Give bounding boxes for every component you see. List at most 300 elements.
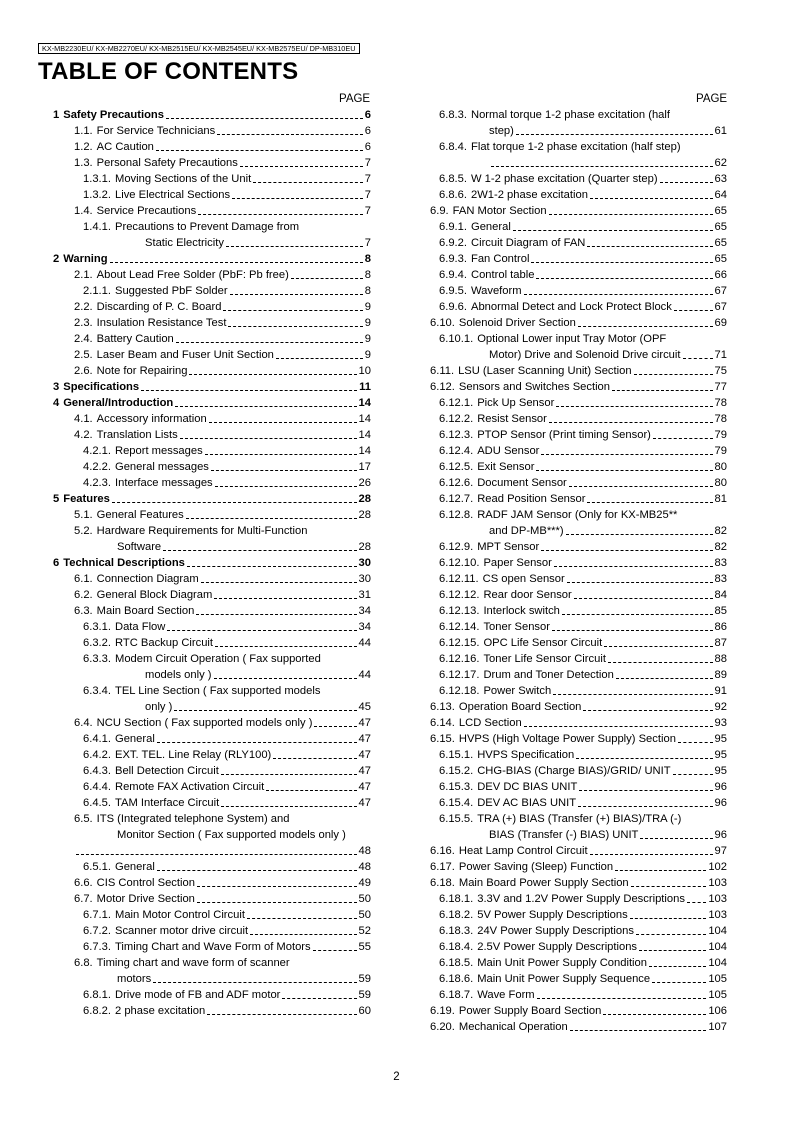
toc-entry-line <box>74 811 371 827</box>
toc-entry[interactable] <box>423 699 727 715</box>
toc-entry-line <box>430 379 727 395</box>
toc-entry[interactable] <box>53 987 371 1003</box>
toc-entry-line <box>74 827 371 843</box>
toc-entry-page: 34 <box>358 605 371 617</box>
toc-entry-number: 6.9.2. <box>439 237 467 249</box>
toc-entry[interactable] <box>53 763 371 779</box>
toc-entry-line <box>83 475 371 491</box>
toc-entry-line <box>439 123 727 139</box>
toc-entry[interactable] <box>423 491 727 507</box>
toc-entry-title: HVPS Specification <box>477 749 575 761</box>
toc-entry-number: 6.18.6. <box>439 973 474 985</box>
toc-entry-number: 2.4. <box>74 333 93 345</box>
toc-entry-title: CHG-BIAS (Charge BIAS)/GRID/ UNIT <box>477 765 671 777</box>
toc-entry[interactable] <box>423 363 727 379</box>
toc-entry-page: 84 <box>714 589 727 601</box>
toc-entry[interactable] <box>53 955 371 987</box>
toc-entry-line <box>430 875 727 891</box>
toc-entry[interactable] <box>423 779 727 795</box>
toc-entry[interactable] <box>53 523 371 555</box>
toc-entry-number: 6.12.16. <box>439 653 480 665</box>
toc-leader-dashes <box>211 470 357 471</box>
toc-entry[interactable] <box>423 907 727 923</box>
toc-entry-title: Interface messages <box>115 477 213 489</box>
toc-entry-number: 6.3.3. <box>83 653 111 665</box>
toc-entry-line <box>439 299 727 315</box>
toc-entry-number: 6.15.1. <box>439 749 474 761</box>
model-header: KX-MB2230EU/ KX-MB2270EU/ KX-MB2515EU/ KX-MB2545EU/ KX-MB2575EU/ DP-MB310EU <box>38 43 360 54</box>
toc-entry-line <box>74 571 371 587</box>
toc-entry[interactable] <box>423 299 727 315</box>
toc-entry-page: 82 <box>714 541 727 553</box>
toc-entry[interactable] <box>53 491 371 507</box>
toc-entry-number: 6.15.2. <box>439 765 474 777</box>
toc-entry-page: 65 <box>714 253 727 265</box>
toc-entry-line <box>439 187 727 203</box>
toc-entry-number: 2 <box>53 253 60 265</box>
toc-leader-dashes <box>201 582 357 583</box>
toc-leader-dashes <box>198 214 363 215</box>
toc-entry-line <box>74 603 371 619</box>
toc-entry-line <box>439 907 727 923</box>
toc-entry-line <box>74 411 371 427</box>
toc-entry[interactable] <box>423 891 727 907</box>
toc-entry-line <box>74 267 371 283</box>
toc-entry[interactable] <box>53 155 371 171</box>
toc-entry-line <box>83 683 371 699</box>
toc-entry-line <box>74 891 371 907</box>
toc-entry[interactable] <box>53 891 371 907</box>
toc-entry-line <box>53 491 371 507</box>
toc-entry[interactable] <box>53 715 371 731</box>
toc-entry[interactable] <box>423 267 727 283</box>
toc-entry-page: 78 <box>714 413 727 425</box>
toc-entry[interactable] <box>53 875 371 891</box>
toc-entry-line <box>74 539 371 555</box>
toc-entry-number: 4.2.3. <box>83 477 111 489</box>
toc-entry-page: 50 <box>358 909 371 921</box>
toc-leader-dashes <box>549 214 713 215</box>
toc-entry-page: 86 <box>714 621 727 633</box>
toc-entry[interactable] <box>423 731 727 747</box>
toc-entry-line <box>439 587 727 603</box>
toc-entry-line <box>430 203 727 219</box>
toc-entry[interactable] <box>53 571 371 587</box>
toc-entry-page: 28 <box>358 509 371 521</box>
toc-leader-dashes <box>205 454 357 455</box>
toc-leader-dashes <box>652 982 706 983</box>
toc-entry[interactable] <box>53 411 371 427</box>
toc-entry-number: 4.2.2. <box>83 461 111 473</box>
toc-entry-line <box>74 715 371 731</box>
toc-entry[interactable] <box>423 459 727 475</box>
toc-entry[interactable] <box>53 683 371 715</box>
toc-entry-number: 6.9. <box>430 205 449 217</box>
toc-entry-number: 6.7.1. <box>83 909 111 921</box>
toc-entry-page: 102 <box>708 861 727 873</box>
toc-entry[interactable] <box>53 283 371 299</box>
toc-entry-number: 6.4.2. <box>83 749 111 761</box>
toc-entry-number: 6.12.10. <box>439 557 480 569</box>
toc-entry-page: 14 <box>358 397 371 409</box>
toc-entry-line <box>439 635 727 651</box>
toc-entry[interactable] <box>53 219 371 251</box>
toc-entry[interactable] <box>423 971 727 987</box>
toc-entry-line <box>74 875 371 891</box>
toc-entry-title: Connection Diagram <box>96 573 199 585</box>
toc-entry-number: 6.9.3. <box>439 253 467 265</box>
toc-leader-dashes <box>180 438 357 439</box>
toc-entry[interactable] <box>423 187 727 203</box>
toc-entry[interactable] <box>423 843 727 859</box>
toc-entry[interactable] <box>423 203 727 219</box>
toc-leader-dashes <box>536 278 712 279</box>
toc-entry-line <box>439 347 727 363</box>
toc-entry-page: 103 <box>708 877 727 889</box>
toc-entry[interactable] <box>423 283 727 299</box>
toc-left-column <box>53 107 371 1019</box>
toc-entry[interactable] <box>53 555 371 571</box>
toc-entry-page: 88 <box>714 653 727 665</box>
toc-entry[interactable] <box>423 635 727 651</box>
toc-leader-dashes <box>660 182 713 183</box>
toc-entry[interactable] <box>53 747 371 763</box>
toc-entry-title: Report messages <box>115 445 203 457</box>
toc-entry[interactable] <box>423 987 727 1003</box>
toc-entry[interactable] <box>53 459 371 475</box>
toc-entry[interactable] <box>423 139 727 171</box>
toc-entry[interactable] <box>53 107 371 123</box>
toc-entry[interactable] <box>53 1003 371 1019</box>
toc-entry-page: 77 <box>714 381 727 393</box>
toc-entry[interactable] <box>53 443 371 459</box>
toc-leader-dashes <box>247 918 357 919</box>
toc-entry[interactable] <box>53 395 371 411</box>
toc-leader-dashes <box>536 470 712 471</box>
toc-entry-title: Specifications <box>63 381 140 393</box>
toc-entry[interactable] <box>53 635 371 651</box>
toc-entry[interactable] <box>423 555 727 571</box>
toc-entry[interactable] <box>423 603 727 619</box>
toc-entry-title: Toner Sensor <box>483 621 550 633</box>
toc-entry-title: Bell Detection Circuit <box>115 765 219 777</box>
toc-entry-page: 48 <box>358 861 371 873</box>
toc-entry[interactable] <box>423 619 727 635</box>
toc-entry-title: Optional Lower input Tray Motor (OPF <box>477 333 667 345</box>
toc-entry[interactable] <box>53 187 371 203</box>
toc-entry[interactable] <box>53 859 371 875</box>
toc-entry-page: 44 <box>358 669 371 681</box>
toc-leader-dashes <box>552 630 713 631</box>
toc-entry[interactable] <box>423 859 727 875</box>
toc-entry[interactable] <box>423 331 727 363</box>
toc-entry-number: 6.8.4. <box>439 141 467 153</box>
toc-entry-title: Moving Sections of the Unit <box>115 173 252 185</box>
toc-leader-dashes <box>531 262 712 263</box>
toc-leader-dashes <box>215 486 357 487</box>
toc-entry-number: 6.7.3. <box>83 941 111 953</box>
toc-entry-number: 6.1. <box>74 573 93 585</box>
toc-entry-number: 6.4.5. <box>83 797 111 809</box>
toc-entry[interactable] <box>423 875 727 891</box>
toc-entry-line <box>439 267 727 283</box>
toc-entry-title: General <box>115 861 155 873</box>
toc-entry-line <box>439 459 727 475</box>
toc-entry[interactable] <box>53 475 371 491</box>
toc-entry[interactable] <box>53 651 371 683</box>
toc-entry-title: Warning <box>63 253 108 265</box>
toc-entry-title: TEL Line Section ( Fax supported models <box>115 685 321 697</box>
toc-leader-dashes <box>583 710 712 711</box>
toc-entry-page: 65 <box>714 221 727 233</box>
toc-entry[interactable] <box>423 251 727 267</box>
toc-entry-line <box>439 891 727 907</box>
toc-entry-title: EXT. TEL. Line Relay (RLY100) <box>115 749 272 761</box>
toc-entry[interactable] <box>423 475 727 491</box>
toc-entry-line <box>74 363 371 379</box>
toc-entry-page: 7 <box>364 157 371 169</box>
toc-entry-number: 6.12.11. <box>439 573 479 585</box>
toc-entry-page: 103 <box>708 893 727 905</box>
toc-entry-page: 49 <box>358 877 371 889</box>
toc-leader-dashes <box>207 1014 356 1015</box>
toc-entry-page: 80 <box>714 461 727 473</box>
toc-leader-dashes <box>282 998 356 999</box>
toc-entry-title: HVPS (High Voltage Power Supply) Section <box>458 733 676 745</box>
toc-entry[interactable] <box>423 507 727 539</box>
toc-entry-number: 2.1.1. <box>83 285 111 297</box>
toc-entry-page: 44 <box>358 637 371 649</box>
toc-entry-number: 6.16. <box>430 845 455 857</box>
toc-entry-number: 6.14. <box>430 717 455 729</box>
toc-entry-title: TRA (+) BIAS (Transfer (+) BIAS)/TRA (-) <box>477 813 682 825</box>
toc-entry-title: Flat torque 1-2 phase excitation (half step) <box>471 141 681 153</box>
toc-entry-page: 28 <box>358 541 371 553</box>
toc-leader-dashes <box>570 1030 707 1031</box>
toc-entry[interactable] <box>423 587 727 603</box>
toc-entry[interactable] <box>423 219 727 235</box>
toc-entry-number: 2.1. <box>74 269 93 281</box>
toc-entry-page: 83 <box>714 557 727 569</box>
toc-entry[interactable] <box>53 811 371 859</box>
toc-entry-number: 6.8.5. <box>439 173 467 185</box>
toc-entry-page: 67 <box>714 301 727 313</box>
toc-leader-dashes <box>174 710 356 711</box>
toc-leader-dashes <box>687 902 706 903</box>
toc-entry-line <box>439 411 727 427</box>
toc-leader-dashes <box>217 134 363 135</box>
toc-entry[interactable] <box>423 811 727 843</box>
toc-entry-number: 2.2. <box>74 301 93 313</box>
toc-entry-title: Precautions to Prevent Damage from <box>115 221 300 233</box>
toc-entry-title-continued: Static Electricity <box>145 237 224 249</box>
toc-leader-dashes <box>616 678 713 679</box>
toc-entry[interactable] <box>53 795 371 811</box>
toc-entry-title-continued: Software <box>117 541 162 553</box>
toc-entry[interactable] <box>423 315 727 331</box>
toc-entry[interactable] <box>423 955 727 971</box>
toc-entry-title: Read Position Sensor <box>477 493 586 505</box>
toc-leader-dashes <box>567 582 713 583</box>
toc-entry-page: 85 <box>714 605 727 617</box>
toc-entry-title: Main Unit Power Supply Sequence <box>477 973 651 985</box>
toc-entry[interactable] <box>423 443 727 459</box>
toc-entry-title: Heat Lamp Control Circuit <box>458 845 588 857</box>
toc-entry-line <box>439 507 727 523</box>
toc-entry[interactable] <box>53 907 371 923</box>
toc-entry[interactable] <box>423 795 727 811</box>
toc-entry[interactable] <box>423 171 727 187</box>
toc-entry-page: 48 <box>358 845 371 857</box>
toc-entry-number: 6.12.18. <box>439 685 480 697</box>
toc-entry-line <box>74 587 371 603</box>
toc-entry-line <box>53 555 371 571</box>
toc-entry-line <box>74 955 371 971</box>
toc-entry-number: 6.18.2. <box>439 909 474 921</box>
toc-entry[interactable] <box>423 427 727 443</box>
toc-leader-dashes <box>549 422 713 423</box>
toc-entry[interactable] <box>423 763 727 779</box>
toc-entry[interactable] <box>53 251 371 267</box>
toc-leader-dashes <box>273 758 356 759</box>
toc-entry[interactable] <box>423 747 727 763</box>
toc-entry-title: Safety Precautions <box>63 109 164 121</box>
toc-entry-number: 4.2. <box>74 429 93 441</box>
toc-entry-number: 6.20. <box>430 1021 455 1033</box>
toc-entry[interactable] <box>423 539 727 555</box>
toc-entry[interactable] <box>53 379 371 395</box>
toc-entry-number: 6.4.1. <box>83 733 111 745</box>
toc-entry[interactable] <box>53 331 371 347</box>
toc-entry[interactable] <box>53 171 371 187</box>
toc-entry[interactable] <box>423 667 727 683</box>
toc-entry[interactable] <box>53 267 371 283</box>
toc-leader-dashes <box>590 854 713 855</box>
toc-entry-page: 81 <box>714 493 727 505</box>
toc-entry[interactable] <box>53 923 371 939</box>
toc-entry-number: 6.12.3. <box>439 429 474 441</box>
toc-entry[interactable] <box>423 411 727 427</box>
toc-leader-dashes <box>214 598 356 599</box>
toc-entry-line <box>439 811 727 827</box>
toc-entry-page: 31 <box>358 589 371 601</box>
toc-leader-dashes <box>612 390 713 391</box>
toc-entry[interactable] <box>423 939 727 955</box>
toc-entry-number: 6.4. <box>74 717 93 729</box>
toc-leader-dashes <box>590 198 713 199</box>
toc-entry[interactable] <box>53 939 371 955</box>
toc-entry[interactable] <box>423 683 727 699</box>
toc-entry[interactable] <box>53 603 371 619</box>
toc-entry-page: 78 <box>714 397 727 409</box>
toc-entry-number: 2.3. <box>74 317 93 329</box>
toc-leader-dashes <box>221 774 357 775</box>
toc-entry-line <box>74 347 371 363</box>
toc-entry-page: 7 <box>364 189 371 201</box>
toc-entry-line <box>439 987 727 1003</box>
toc-entry-page: 96 <box>714 797 727 809</box>
toc-entry[interactable] <box>53 299 371 315</box>
toc-entry[interactable] <box>423 923 727 939</box>
toc-entry-number: 6.12.4. <box>439 445 474 457</box>
toc-entry-title: Laser Beam and Fuser Unit Section <box>96 349 274 361</box>
toc-entry-number: 6.7.2. <box>83 925 111 937</box>
toc-entry-page: 52 <box>358 925 371 937</box>
toc-entry-page: 28 <box>358 493 371 505</box>
toc-entry[interactable] <box>423 395 727 411</box>
toc-entry-page: 9 <box>364 317 371 329</box>
toc-entry[interactable] <box>423 715 727 731</box>
toc-leader-dashes <box>153 982 356 983</box>
toc-entry-number: 6.12.15. <box>439 637 480 649</box>
toc-entry[interactable] <box>423 107 727 139</box>
toc-leader-dashes <box>228 326 362 327</box>
toc-entry-line <box>74 123 371 139</box>
toc-entry[interactable] <box>53 347 371 363</box>
toc-entry[interactable] <box>423 235 727 251</box>
toc-entry-number: 6.15. <box>430 733 455 745</box>
toc-entry[interactable] <box>423 379 727 395</box>
toc-entry-title: General messages <box>115 461 209 473</box>
toc-leader-dashes <box>574 598 713 599</box>
toc-entry-line <box>439 555 727 571</box>
toc-entry-page: 30 <box>358 557 371 569</box>
toc-entry-title: RADF JAM Sensor (Only for KX-MB25** <box>477 509 678 521</box>
toc-entry[interactable] <box>423 1019 727 1035</box>
toc-entry-title: Wave Form <box>477 989 535 1001</box>
toc-leader-dashes <box>163 550 356 551</box>
toc-entry[interactable] <box>53 731 371 747</box>
toc-leader-dashes <box>674 310 713 311</box>
toc-entry-page: 69 <box>714 317 727 329</box>
toc-entry[interactable] <box>53 315 371 331</box>
toc-entry-line <box>83 459 371 475</box>
toc-entry-page: 14 <box>358 445 371 457</box>
toc-entry-title: Resist Sensor <box>477 413 547 425</box>
toc-entry[interactable] <box>423 1003 727 1019</box>
toc-entry[interactable] <box>53 507 371 523</box>
toc-entry-line <box>74 139 371 155</box>
toc-entry[interactable] <box>53 619 371 635</box>
toc-entry[interactable] <box>53 139 371 155</box>
toc-entry-page: 55 <box>358 941 371 953</box>
toc-entry-title: 24V Power Supply Descriptions <box>477 925 634 937</box>
toc-entry-title: AC Caution <box>96 141 154 153</box>
toc-entry[interactable] <box>53 427 371 443</box>
toc-entry-line <box>74 299 371 315</box>
toc-entry-number: 6.9.6. <box>439 301 467 313</box>
toc-entry[interactable] <box>423 651 727 667</box>
toc-entry-page: 7 <box>364 173 371 185</box>
toc-entry[interactable] <box>423 571 727 587</box>
toc-entry-title: Fan Control <box>471 253 530 265</box>
toc-entry[interactable] <box>53 779 371 795</box>
toc-entry[interactable] <box>53 123 371 139</box>
toc-entry-page: 67 <box>714 285 727 297</box>
toc-entry-title: Operation Board Section <box>458 701 582 713</box>
toc-entry-number: 6 <box>53 557 60 569</box>
toc-entry-number: 6.3.2. <box>83 637 111 649</box>
toc-entry-line <box>439 603 727 619</box>
toc-entry-title: NCU Section ( Fax supported models only ) <box>96 717 313 729</box>
toc-entry[interactable] <box>53 203 371 219</box>
toc-entry[interactable] <box>53 363 371 379</box>
toc-entry-page: 50 <box>358 893 371 905</box>
toc-leader-dashes <box>223 310 362 311</box>
toc-leader-dashes <box>634 374 713 375</box>
toc-entry[interactable] <box>53 587 371 603</box>
toc-entry-number: 6.11. <box>430 365 455 377</box>
